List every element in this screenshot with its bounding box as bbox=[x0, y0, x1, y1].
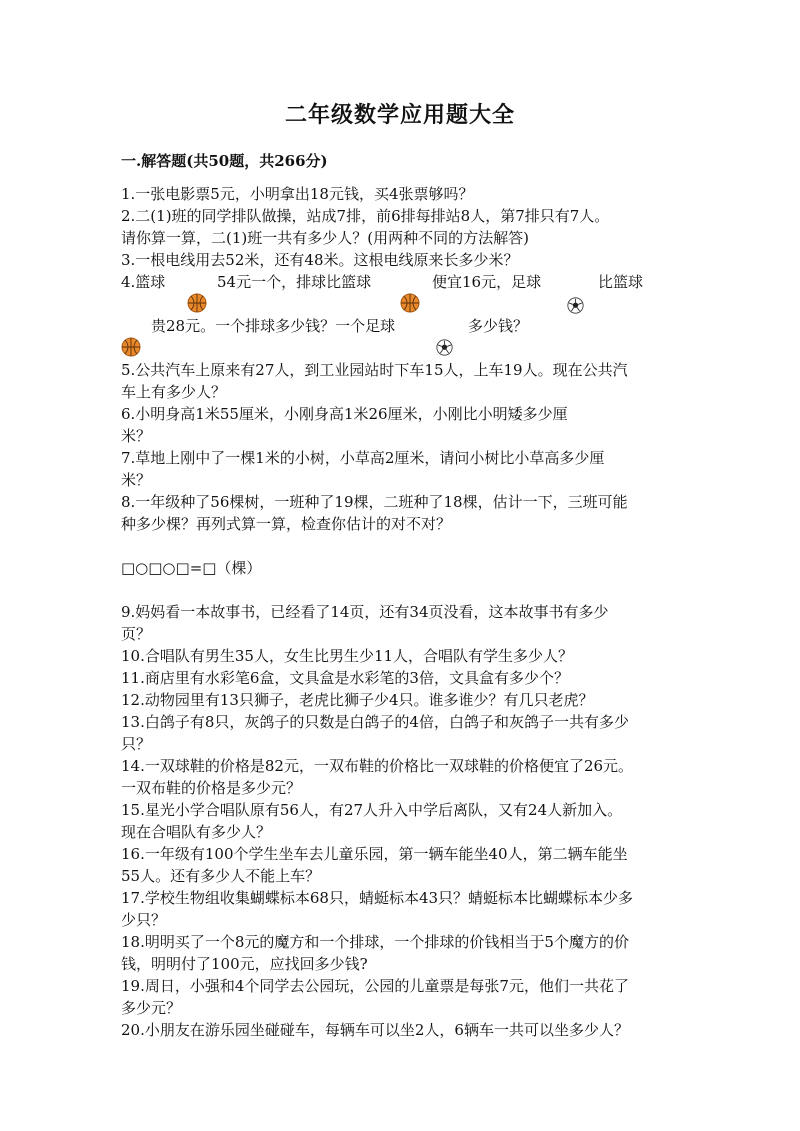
soccer-ball-icon bbox=[436, 339, 453, 356]
question-17-line-2: 少只？ bbox=[121, 911, 167, 929]
question-11: 11.商店里有水彩笔6盒，文具盒是水彩笔的3倍，文具盒有多少个？ bbox=[121, 669, 569, 687]
question-9-line-2: 页？ bbox=[121, 625, 152, 643]
question-10: 10.合唱队有男生35人，女生比男生少11人，合唱队有学生多少人？ bbox=[121, 647, 574, 665]
basketball-icon bbox=[121, 337, 141, 357]
question-3: 3.一根电线用去52米，还有48米。这根电线原来长多少米？ bbox=[121, 251, 519, 269]
spacer bbox=[121, 535, 686, 557]
question-9-line-1: 9.妈妈看一本故事书，已经看了14页，还有34页没看，这本故事书有多少 bbox=[121, 603, 609, 621]
basketball-icon bbox=[400, 293, 420, 313]
section-heading: 一.解答题(共50题，共266分) bbox=[121, 152, 328, 170]
question-4-part-2: 54元一个，排球比篮球 bbox=[217, 273, 372, 291]
question-14-line-1: 14.一双球鞋的价格是82元，一双布鞋的价格比一双球鞋的价格便宜了26元。 bbox=[121, 757, 634, 775]
question-5-line-1: 5.公共汽车上原来有27人，到工业园站时下车15人，上车19人。现在公共汽 bbox=[121, 361, 628, 379]
spacer bbox=[121, 579, 686, 601]
question-16-line-2: 55人。还有多少人不能上车？ bbox=[121, 867, 321, 885]
question-8-line-2: 种多少棵？再列式算一算，检查你估计的对不对？ bbox=[121, 515, 452, 533]
question-4-part-3: 便宜16元，足球 bbox=[432, 273, 542, 291]
page-title: 二年级数学应用题大全 bbox=[284, 102, 515, 128]
question-14-line-2: 一双布鞋的价格是多少元？ bbox=[121, 779, 302, 797]
question-6-line-2: 米？ bbox=[121, 427, 152, 445]
question-list bbox=[121, 183, 686, 1041]
question-4 bbox=[121, 271, 686, 359]
question-15-line-2: 现在合唱队有多少人？ bbox=[121, 823, 272, 841]
question-7-line-1: 7.草地上刚中了一棵1米的小树，小草高2厘米，请问小树比小草高多少厘 bbox=[121, 449, 605, 467]
basketball-icon bbox=[187, 293, 207, 313]
question-5-line-2: 车上有多少人？ bbox=[121, 383, 227, 401]
question-8-line-1: 8.一年级种了56棵树，一班种了19棵，二班种了18棵，估计一下，三班可能 bbox=[121, 493, 628, 511]
question-20: 20.小朋友在游乐园坐碰碰车，每辆车可以坐2人，6辆车一共可以坐多少人？ bbox=[121, 1021, 629, 1039]
question-7-line-2: 米？ bbox=[121, 471, 152, 489]
question-2-line-2: 请你算一算，二(1)班一共有多少人？(用两种不同的方法解答) bbox=[121, 229, 529, 247]
question-18-line-2: 钱，明明付了100元，应找回多少钱? bbox=[121, 955, 368, 973]
question-8-formula: □○□○□=□（棵） bbox=[121, 559, 262, 577]
question-12: 12.动物园里有13只狮子，老虎比狮子少4只。谁多谁少？有几只老虎？ bbox=[121, 691, 594, 709]
question-19-line-2: 多少元？ bbox=[121, 999, 182, 1017]
question-4-part-6: 多少钱？ bbox=[468, 317, 529, 335]
question-4-part-5: 贵28元。一个排球多少钱？一个足球 bbox=[151, 317, 396, 335]
question-15-line-1: 15.星光小学合唱队原有56人，有27人升入中学后离队，又有24人新加入。 bbox=[121, 801, 623, 819]
question-13-line-2: 只？ bbox=[121, 735, 152, 753]
question-4-part-1: 4.篮球 bbox=[121, 273, 166, 291]
question-1: 1.一张电影票5元，小明拿出18元钱，买4张票够吗？ bbox=[121, 185, 474, 203]
question-19-line-1: 19.周日，小强和4个同学去公园玩，公园的儿童票是每张7元，他们一共花了 bbox=[121, 977, 629, 995]
question-16-line-1: 16.一年级有100个学生坐车去儿童乐园，第一辆车能坐40人，第二辆车能坐 bbox=[121, 845, 628, 863]
question-4-part-4: 比篮球 bbox=[598, 273, 644, 291]
question-18-line-1: 18.明明买了一个8元的魔方和一个排球，一个排球的价钱相当于5个魔方的价 bbox=[121, 933, 629, 951]
question-13-line-1: 13.白鸽子有8只，灰鸽子的只数是白鸽子的4倍，白鸽子和灰鸽子一共有多少 bbox=[121, 713, 629, 731]
question-2-line-1: 2.二(1)班的同学排队做操，站成7排，前6排每排站8人，第7排只有7人。 bbox=[121, 207, 610, 225]
question-17-line-1: 17.学校生物组收集蝴蝶标本68只，蜻蜓标本43只？蜻蜓标本比蝴蝶标本少多 bbox=[121, 889, 634, 907]
soccer-ball-icon bbox=[567, 297, 584, 314]
question-6-line-1: 6.小明身高1米55厘米，小刚身高1米26厘米，小刚比小明矮多少厘 bbox=[121, 405, 568, 423]
